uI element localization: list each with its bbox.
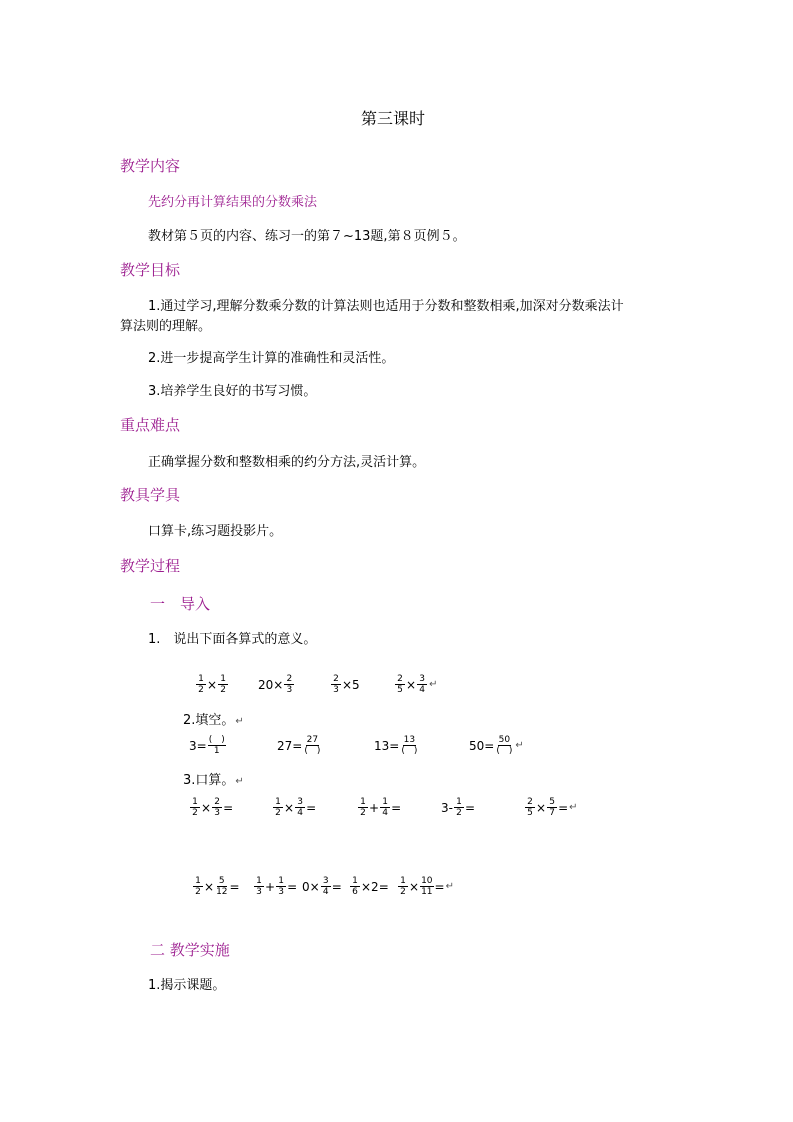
fraction: $\frac{13}{( )}$: [401, 735, 418, 756]
fraction: $\frac{50}{( )}$: [496, 735, 513, 756]
implementation-step-1: 1.揭示课题。: [148, 978, 226, 993]
meaning-expr-3: $\frac{2}{3}$ ×5: [330, 674, 360, 695]
goal-2: 2.进一步提高学生计算的准确性和灵活性。: [148, 351, 395, 366]
fill-expr-3: 13= $\frac{13}{( )}$: [374, 735, 418, 756]
paragraph-mark: ↵: [235, 776, 244, 787]
fraction: $\frac{2}{3}$: [284, 674, 294, 695]
paragraph-mark: ↵: [235, 716, 244, 727]
paragraph-mark: ↵: [429, 679, 438, 690]
content-text: 教材第５页的内容、练习一的第７~13题,第８页例５。: [148, 229, 466, 244]
fraction: $\frac{3}{4}$: [321, 876, 331, 897]
goals-heading: 教学目标: [120, 261, 181, 279]
fraction: $\frac{5}{12}$: [216, 876, 228, 897]
fraction: $\frac{2}{5}$: [525, 797, 535, 818]
question-2: 2.填空。↵: [183, 713, 244, 728]
fraction: $\frac{10}{11}$: [421, 876, 433, 897]
fill-expr-4: 50= $\frac{50}{( )}$ ↵: [469, 735, 524, 756]
goal-1-line-1: 1.通过学习,理解分数乘分数的计算法则也适用于分数和整数相乘,加深对分数乘法计: [148, 299, 624, 314]
fraction: $\frac{1}{3}$: [254, 876, 264, 897]
oral-expr-1-2: $\frac{1}{2}$ × $\frac{3}{4}$ =: [272, 797, 316, 818]
content-heading: 教学内容: [120, 157, 181, 175]
meaning-expr-4: $\frac{2}{5}$ × $\frac{3}{4}$ ↵: [394, 674, 437, 695]
intro-heading: 一 导入: [150, 595, 211, 613]
meaning-expr-1: $\frac{1}{2}$ × $\frac{1}{2}$: [195, 674, 229, 695]
question-3: 3.口算。↵: [183, 773, 244, 788]
goal-3: 3.培养学生良好的书写习惯。: [148, 384, 317, 399]
fraction: $\frac{1}{6}$: [350, 876, 360, 897]
implementation-heading: 二 教学实施: [150, 941, 230, 959]
fraction: $\frac{3}{4}$: [417, 674, 427, 695]
question-1: 1. 说出下面各算式的意义。: [148, 632, 317, 647]
meaning-expr-2: 20× $\frac{2}{3}$: [258, 674, 295, 695]
page-title: 第三课时: [361, 109, 426, 128]
goal-1-line-2: 算法则的理解。: [120, 319, 212, 334]
fill-expr-1: 3= $\frac{( )}{1}$: [189, 735, 225, 756]
fraction: $\frac{5}{7}$: [547, 797, 557, 818]
process-heading: 教学过程: [120, 557, 181, 575]
fraction: $\frac{27}{( )}$: [304, 735, 321, 756]
fraction: $\frac{1}{2}$: [358, 797, 368, 818]
key-points-heading: 重点难点: [120, 416, 181, 434]
fraction: $\frac{1}{2}$: [273, 797, 283, 818]
oral-expr-1-4: 3- $\frac{1}{2}$ =: [441, 797, 476, 818]
fraction: $\frac{1}{2}$: [454, 797, 464, 818]
key-points-text: 正确掌握分数和整数相乘的约分方法,灵活计算。: [148, 455, 426, 470]
paragraph-mark: ↵: [445, 881, 454, 892]
oral-expr-1-1: $\frac{1}{2}$ × $\frac{2}{3}$ =: [189, 797, 233, 818]
fraction: $\frac{1}{2}$: [196, 674, 206, 695]
fraction: $\frac{( )}{1}$: [208, 735, 225, 756]
fraction: $\frac{1}{2}$: [218, 674, 228, 695]
tools-text: 口算卡,练习题投影片。: [148, 524, 283, 539]
paragraph-mark: ↵: [515, 740, 524, 751]
oral-expr-2-1: $\frac{1}{2}$ × $\frac{5}{12}$ =: [192, 876, 240, 897]
fraction: $\frac{2}{3}$: [212, 797, 222, 818]
fraction: $\frac{1}{3}$: [276, 876, 286, 897]
oral-expr-1-3: $\frac{1}{2}$ + $\frac{1}{4}$ =: [357, 797, 401, 818]
paragraph-mark: ↵: [569, 802, 578, 813]
fraction: $\frac{1}{2}$: [193, 876, 203, 897]
fill-expr-2: 27= $\frac{27}{( )}$: [277, 735, 321, 756]
oral-expr-2-5: $\frac{1}{2}$ × $\frac{10}{11}$ = ↵: [397, 876, 454, 897]
fraction: $\frac{2}{3}$: [331, 674, 341, 695]
tools-heading: 教具学具: [120, 486, 181, 504]
fraction: $\frac{1}{2}$: [398, 876, 408, 897]
oral-expr-1-5: $\frac{2}{5}$ × $\frac{5}{7}$ = ↵: [524, 797, 578, 818]
fraction: $\frac{1}{2}$: [190, 797, 200, 818]
oral-expr-2-2: $\frac{1}{3}$ + $\frac{1}{3}$ =: [253, 876, 297, 897]
fraction: $\frac{3}{4}$: [295, 797, 305, 818]
content-subtitle: 先约分再计算结果的分数乘法: [148, 195, 318, 210]
fraction: $\frac{2}{5}$: [395, 674, 405, 695]
oral-expr-2-3: 0× $\frac{3}{4}$ =: [302, 876, 342, 897]
fraction: $\frac{1}{4}$: [380, 797, 390, 818]
oral-expr-2-4: $\frac{1}{6}$ ×2=: [349, 876, 389, 897]
